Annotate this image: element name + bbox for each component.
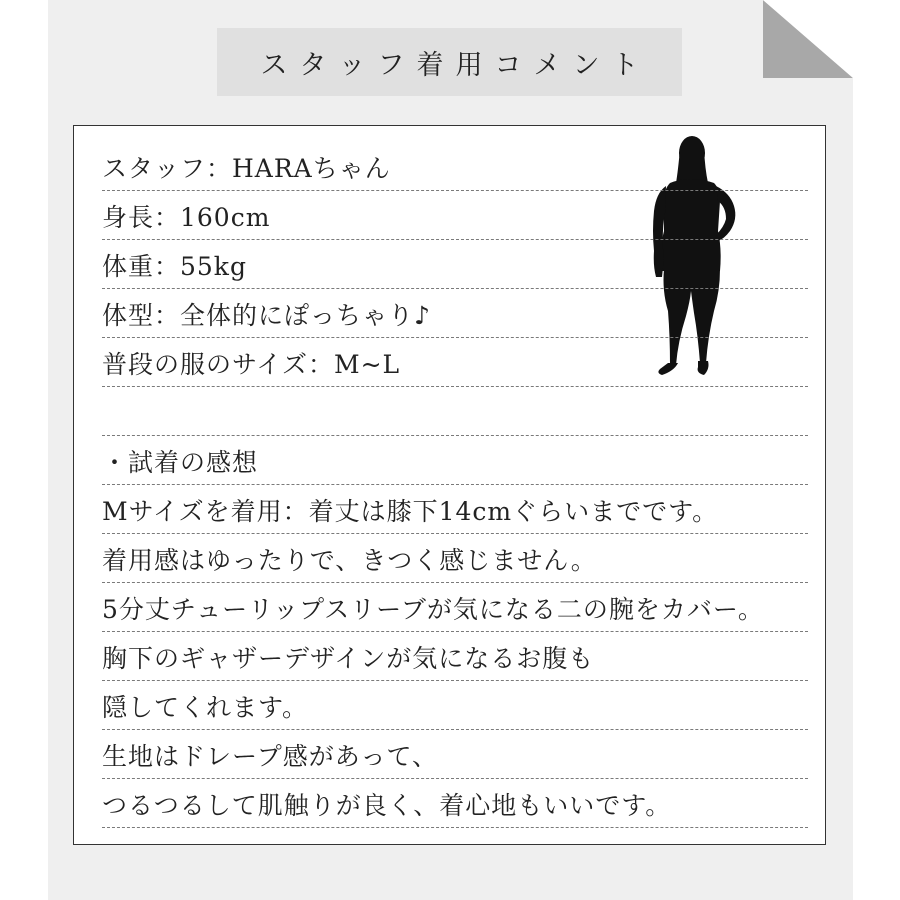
profile-weight: 体重：55kg xyxy=(102,252,247,281)
title-banner xyxy=(217,28,682,96)
blank-row xyxy=(102,386,808,436)
impression-line xyxy=(102,729,808,779)
impressions-heading: ・試着の感想 xyxy=(102,448,259,477)
page-title: スタッフ着用コメント xyxy=(260,49,651,81)
profile-staff-row xyxy=(102,141,808,191)
profile-weight-row xyxy=(102,239,808,289)
impression-text: 5分丈チューリップスリーブが気になる二の腕をカバー。 xyxy=(102,595,764,624)
impression-text: 隠してくれます。 xyxy=(102,693,309,722)
impression-line xyxy=(102,533,808,583)
profile-staff: スタッフ：HARAちゃん xyxy=(102,154,391,183)
profile-body-type: 体型：全体的にぽっちゃり♪ xyxy=(102,301,431,330)
impression-line xyxy=(102,631,808,681)
impression-text: 着用感はゆったりで、きつく感じません。 xyxy=(102,546,597,575)
impression-text: 生地はドレープ感があって、 xyxy=(102,742,439,771)
profile-body-type-row xyxy=(102,288,808,338)
impression-line xyxy=(102,582,808,632)
impression-line xyxy=(102,778,808,828)
impressions-heading-row xyxy=(102,435,808,485)
page-fold-corner xyxy=(763,0,853,78)
impression-text: 胸下のギャザーデザインが気になるお腹も xyxy=(102,644,595,673)
profile-height-row xyxy=(102,190,808,240)
comment-card xyxy=(73,125,826,845)
impression-line xyxy=(102,680,808,730)
profile-usual-size: 普段の服のサイズ：M~L xyxy=(102,350,401,379)
profile-height: 身長：160cm xyxy=(102,203,271,232)
impression-text: Mサイズを着用：着丈は膝下14cmぐらいまでです。 xyxy=(102,497,719,526)
impression-line xyxy=(102,484,808,534)
impression-text: つるつるして肌触りが良く、着心地もいいです。 xyxy=(102,791,672,820)
profile-usual-size-row xyxy=(102,337,808,387)
